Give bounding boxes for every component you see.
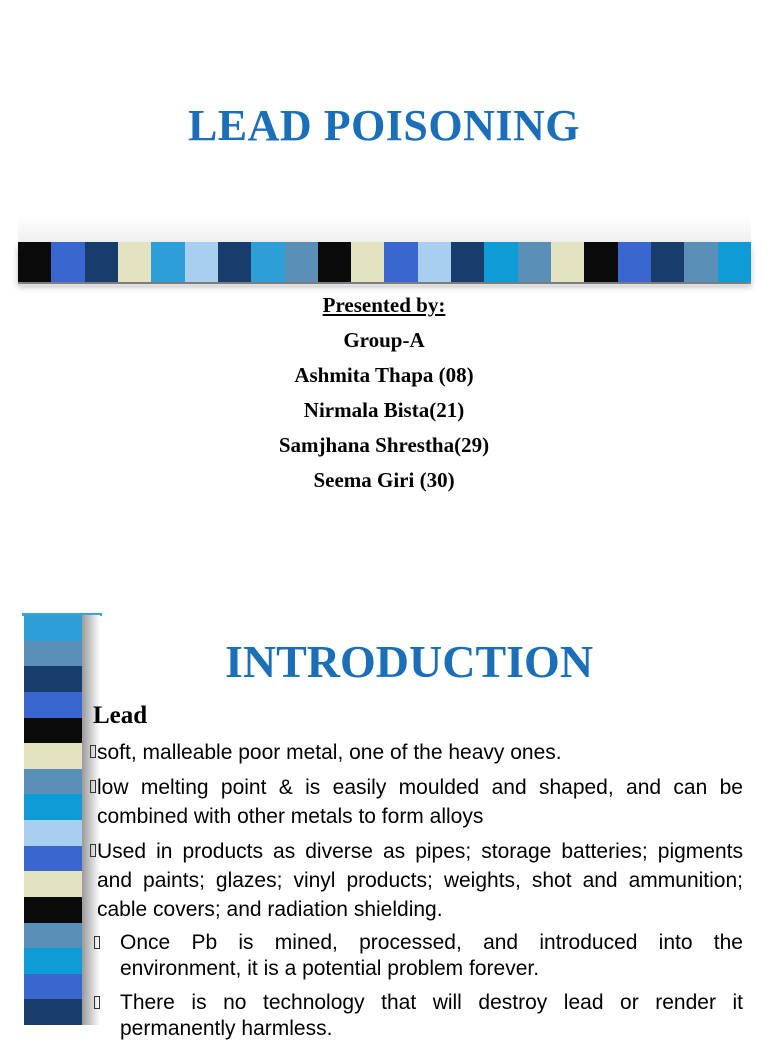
presented-by-label: Presented by: xyxy=(322,293,446,317)
section-heading: Lead xyxy=(93,702,148,729)
band-underline xyxy=(18,284,751,286)
color-square xyxy=(218,242,251,282)
color-square xyxy=(24,846,82,872)
bullet-item xyxy=(90,837,743,924)
color-square xyxy=(24,820,82,846)
color-square xyxy=(24,871,82,897)
color-square xyxy=(451,242,484,282)
bullet-box-icon xyxy=(90,745,96,758)
color-square xyxy=(24,974,82,1000)
color-square xyxy=(551,242,584,282)
color-square xyxy=(384,242,417,282)
bullet-item xyxy=(90,738,743,767)
color-square xyxy=(718,242,751,282)
color-square xyxy=(151,242,184,282)
color-square xyxy=(251,242,284,282)
bullet-box-icon xyxy=(94,936,100,949)
member-name: Nirmala Bista(21) xyxy=(303,398,465,422)
color-square xyxy=(118,242,151,282)
color-square xyxy=(24,692,82,718)
bullet-text: Used in products as diverse as pipes; storage batteries; pigments and paints; glazes; vinyl products; weights, shot and ammunition; cable covers; and radiation shielding. xyxy=(97,840,743,921)
color-square xyxy=(351,242,384,282)
sub-bullet-list xyxy=(90,930,743,1050)
color-square xyxy=(24,666,82,692)
bullet-box-icon xyxy=(94,996,100,1009)
presenters-block xyxy=(0,290,768,500)
color-square xyxy=(318,242,351,282)
color-square xyxy=(24,743,82,769)
sub-bullet-item xyxy=(90,930,743,982)
color-square xyxy=(24,641,82,667)
color-square xyxy=(24,794,82,820)
vertical-color-strip xyxy=(24,615,82,1025)
bullet-list xyxy=(90,738,743,930)
color-square xyxy=(51,242,84,282)
color-square xyxy=(24,948,82,974)
member-name: Samjhana Shrestha(29) xyxy=(278,433,490,457)
color-square xyxy=(651,242,684,282)
slide-title: INTRODUCTION xyxy=(225,636,594,687)
sub-bullet-text: There is no technology that will destroy lead or render it permanently harmless. xyxy=(120,991,743,1040)
color-square xyxy=(518,242,551,282)
color-square xyxy=(24,923,82,949)
color-square xyxy=(484,242,517,282)
bullet-box-icon xyxy=(90,780,96,793)
color-square xyxy=(584,242,617,282)
color-square xyxy=(18,242,51,282)
bullet-text: low melting point & is easily moulded and shaped, and can be combined with other metals to form alloys xyxy=(97,776,743,828)
bullet-box-icon xyxy=(90,844,96,857)
color-square xyxy=(24,615,82,641)
sub-bullet-text: Once Pb is mined, processed, and introduced into the environment, it is a potential problem forever. xyxy=(120,931,743,980)
bullet-item xyxy=(90,773,743,831)
color-square xyxy=(24,718,82,744)
color-square xyxy=(684,242,717,282)
color-square xyxy=(285,242,318,282)
group-name: Group-A xyxy=(343,328,425,352)
color-square xyxy=(85,242,118,282)
color-square xyxy=(24,999,82,1025)
decorative-band xyxy=(18,216,751,286)
color-square xyxy=(185,242,218,282)
sub-bullet-item xyxy=(90,990,743,1042)
member-name: Ashmita Thapa (08) xyxy=(294,363,474,387)
slide-title: LEAD POISONING xyxy=(187,101,581,150)
bullet-text: soft, malleable poor metal, one of the heavy ones. xyxy=(97,741,562,764)
member-name: Seema Giri (30) xyxy=(313,468,455,492)
color-squares-strip xyxy=(18,242,751,282)
color-square xyxy=(24,897,82,923)
introduction-slide xyxy=(0,585,768,1040)
color-square xyxy=(418,242,451,282)
color-square xyxy=(618,242,651,282)
color-square xyxy=(24,769,82,795)
